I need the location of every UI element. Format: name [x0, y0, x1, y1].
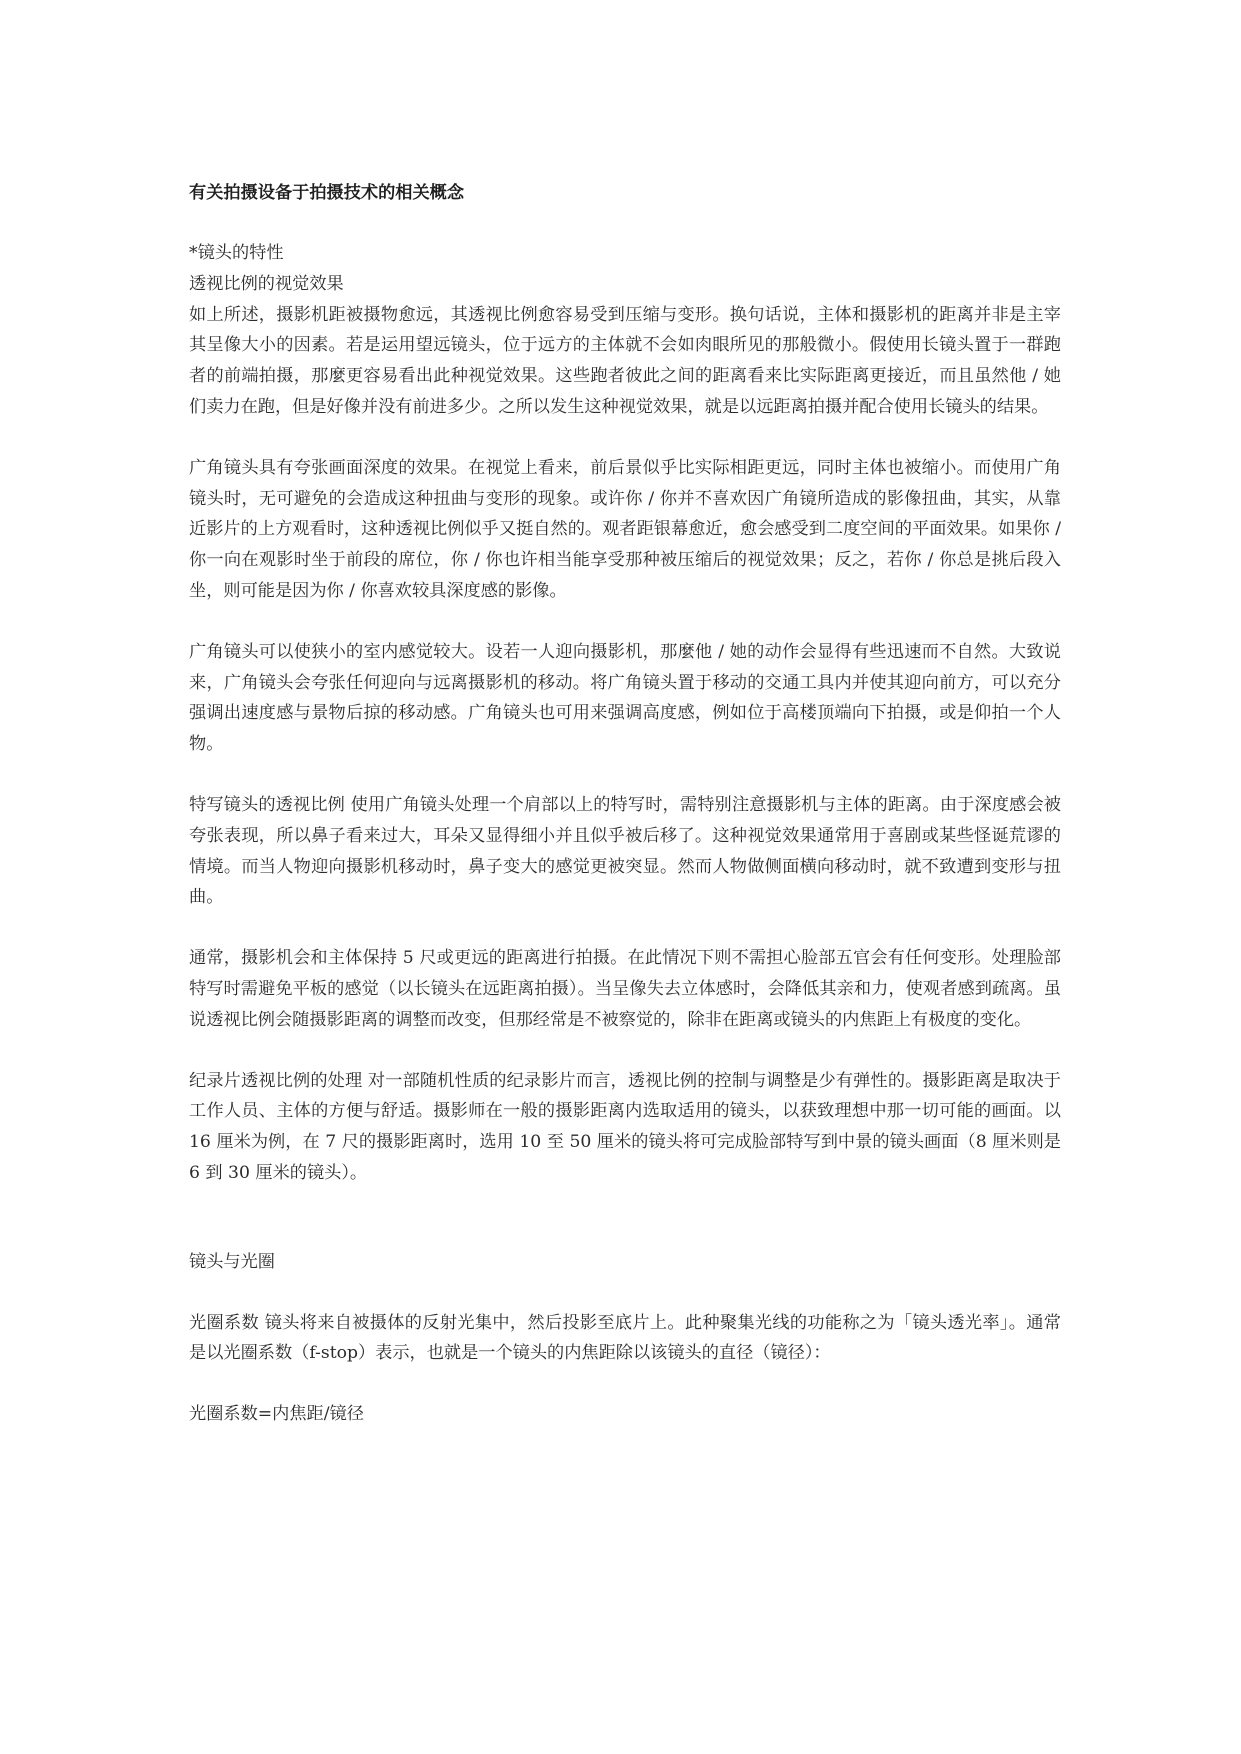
paragraph-perspective-compression: 如上所述，摄影机距被摄物愈远，其透视比例愈容易受到压缩与变形。换句话说，主体和摄影机的距离并非是主宰其呈像大小的因素。若是运用望远镜头，位于远方的主体就不会如肉眼所见的那般微小。假使用长镜头置于一群跑者的前端拍摄，那麼更容易看出此种视觉效果。这些跑者彼此之间的距离看来比实际距离更接近，而且虽然他 / 她们卖力在跑，但是好像并没有前进多少。之所以发生这种视觉效果，就是以远距离拍摄并配合使用长镜头的结果。	[189, 304, 1061, 417]
document-page	[189, 178, 1061, 1430]
paragraph-closeup-perspective: 特写镜头的透视比例 使用广角镜头处理一个肩部以上的特写时，需特别注意摄影机与主体的距离。由于深度感会被夸张表现，所以鼻子看来过大，耳朵又显得细小并且似乎被后移了。这种视觉效果通常用于喜剧或某些怪诞荒谬的情境。而当人物迎向摄影机移动时，鼻子变大的感觉更被突显。然而人物做侧面横向移动时，就不致遭到变形与扭曲。	[189, 794, 1061, 908]
document-title: 有关拍摄设备于拍摄技术的相关概念	[189, 183, 465, 203]
paragraph-wide-angle-space: 广角镜头可以使狭小的室内感觉较大。设若一人迎向摄影机，那麼他 / 她的动作会显得有些迅速而不自然。大致说来，广角镜头会夸张任何迎向与远离摄影机的移动。将广角镜头置于移动的交通工具内并使其迎向前方，可以充分强调出速度感与景物后掠的移动感。广角镜头也可用来强调高度感，例如位于高楼顶端向下拍摄，或是仰拍一个人物。	[189, 641, 1061, 755]
paragraph-wide-angle-depth: 广角镜头具有夸张画面深度的效果。在视觉上看来，前后景似乎比实际相距更远，同时主体也被缩小。而使用广角镜头时，无可避免的会造成这种扭曲与变形的现象。或许你 / 你并不喜欢因广角镜所造成的影像扭曲，其实，从靠近影片的上方观看时，这种透视比例似乎又挺自然的。观者距银幕愈近，愈会感受到二度空间的平面效果。如果你 / 你一向在观影时坐于前段的席位，你 / 你也许相当能享受那种被压缩后的视觉效果；反之，若你 / 你总是挑后段入坐，则可能是因为你 / 你喜欢较具深度感的影像。	[189, 457, 1061, 601]
section-heading-lens-aperture: 镜头与光圈	[189, 1251, 275, 1272]
paragraph-camera-distance: 通常，摄影机会和主体保持 5 尺或更远的距离进行拍摄。在此情况下则不需担心脸部五官会有任何变形。处理脸部特写时需避免平板的感觉（以长镜头在远距离拍摄）。当呈像失去立体感时，会降低其亲和力，使观者感到疏离。虽说透视比例会随摄影距离的调整而改变，但那经常是不被察觉的，除非在距离或镜头的内焦距上有极度的变化。	[189, 948, 1061, 1030]
subheading-perspective: 透视比例的视觉效果	[189, 273, 344, 294]
spacer	[189, 1278, 1061, 1308]
paragraph-f-stop: 光圈系数 镜头将来自被摄体的反射光集中，然后投影至底片上。此种聚集光线的功能称之为「镜头透光率」。通常是以光圈系数（f-stop）表示，也就是一个镜头的内焦距除以该镜头的直径（镜径）：	[189, 1312, 1061, 1364]
section-heading-lens-properties: *镜头的特性	[189, 243, 284, 263]
spacer	[189, 1189, 1061, 1247]
formula-f-stop: 光圈系数=内焦距/镜径	[189, 1404, 364, 1425]
paragraph-documentary-perspective: 纪录片透视比例的处理 对一部随机性质的纪录影片而言，透视比例的控制与调整是少有弹性的。摄影距离是取决于工作人员、主体的方便与舒适。摄影师在一般的摄影距离内选取适用的镜头，以获致理想中那一切可能的画面。以 16 厘米为例，在 7 尺的摄影距离时，选用 10 至 50 厘米的镜头将可完成脸部特写到中景的镜头画面（8 厘米则是 6 到 30 厘米的镜头）。	[189, 1070, 1061, 1183]
